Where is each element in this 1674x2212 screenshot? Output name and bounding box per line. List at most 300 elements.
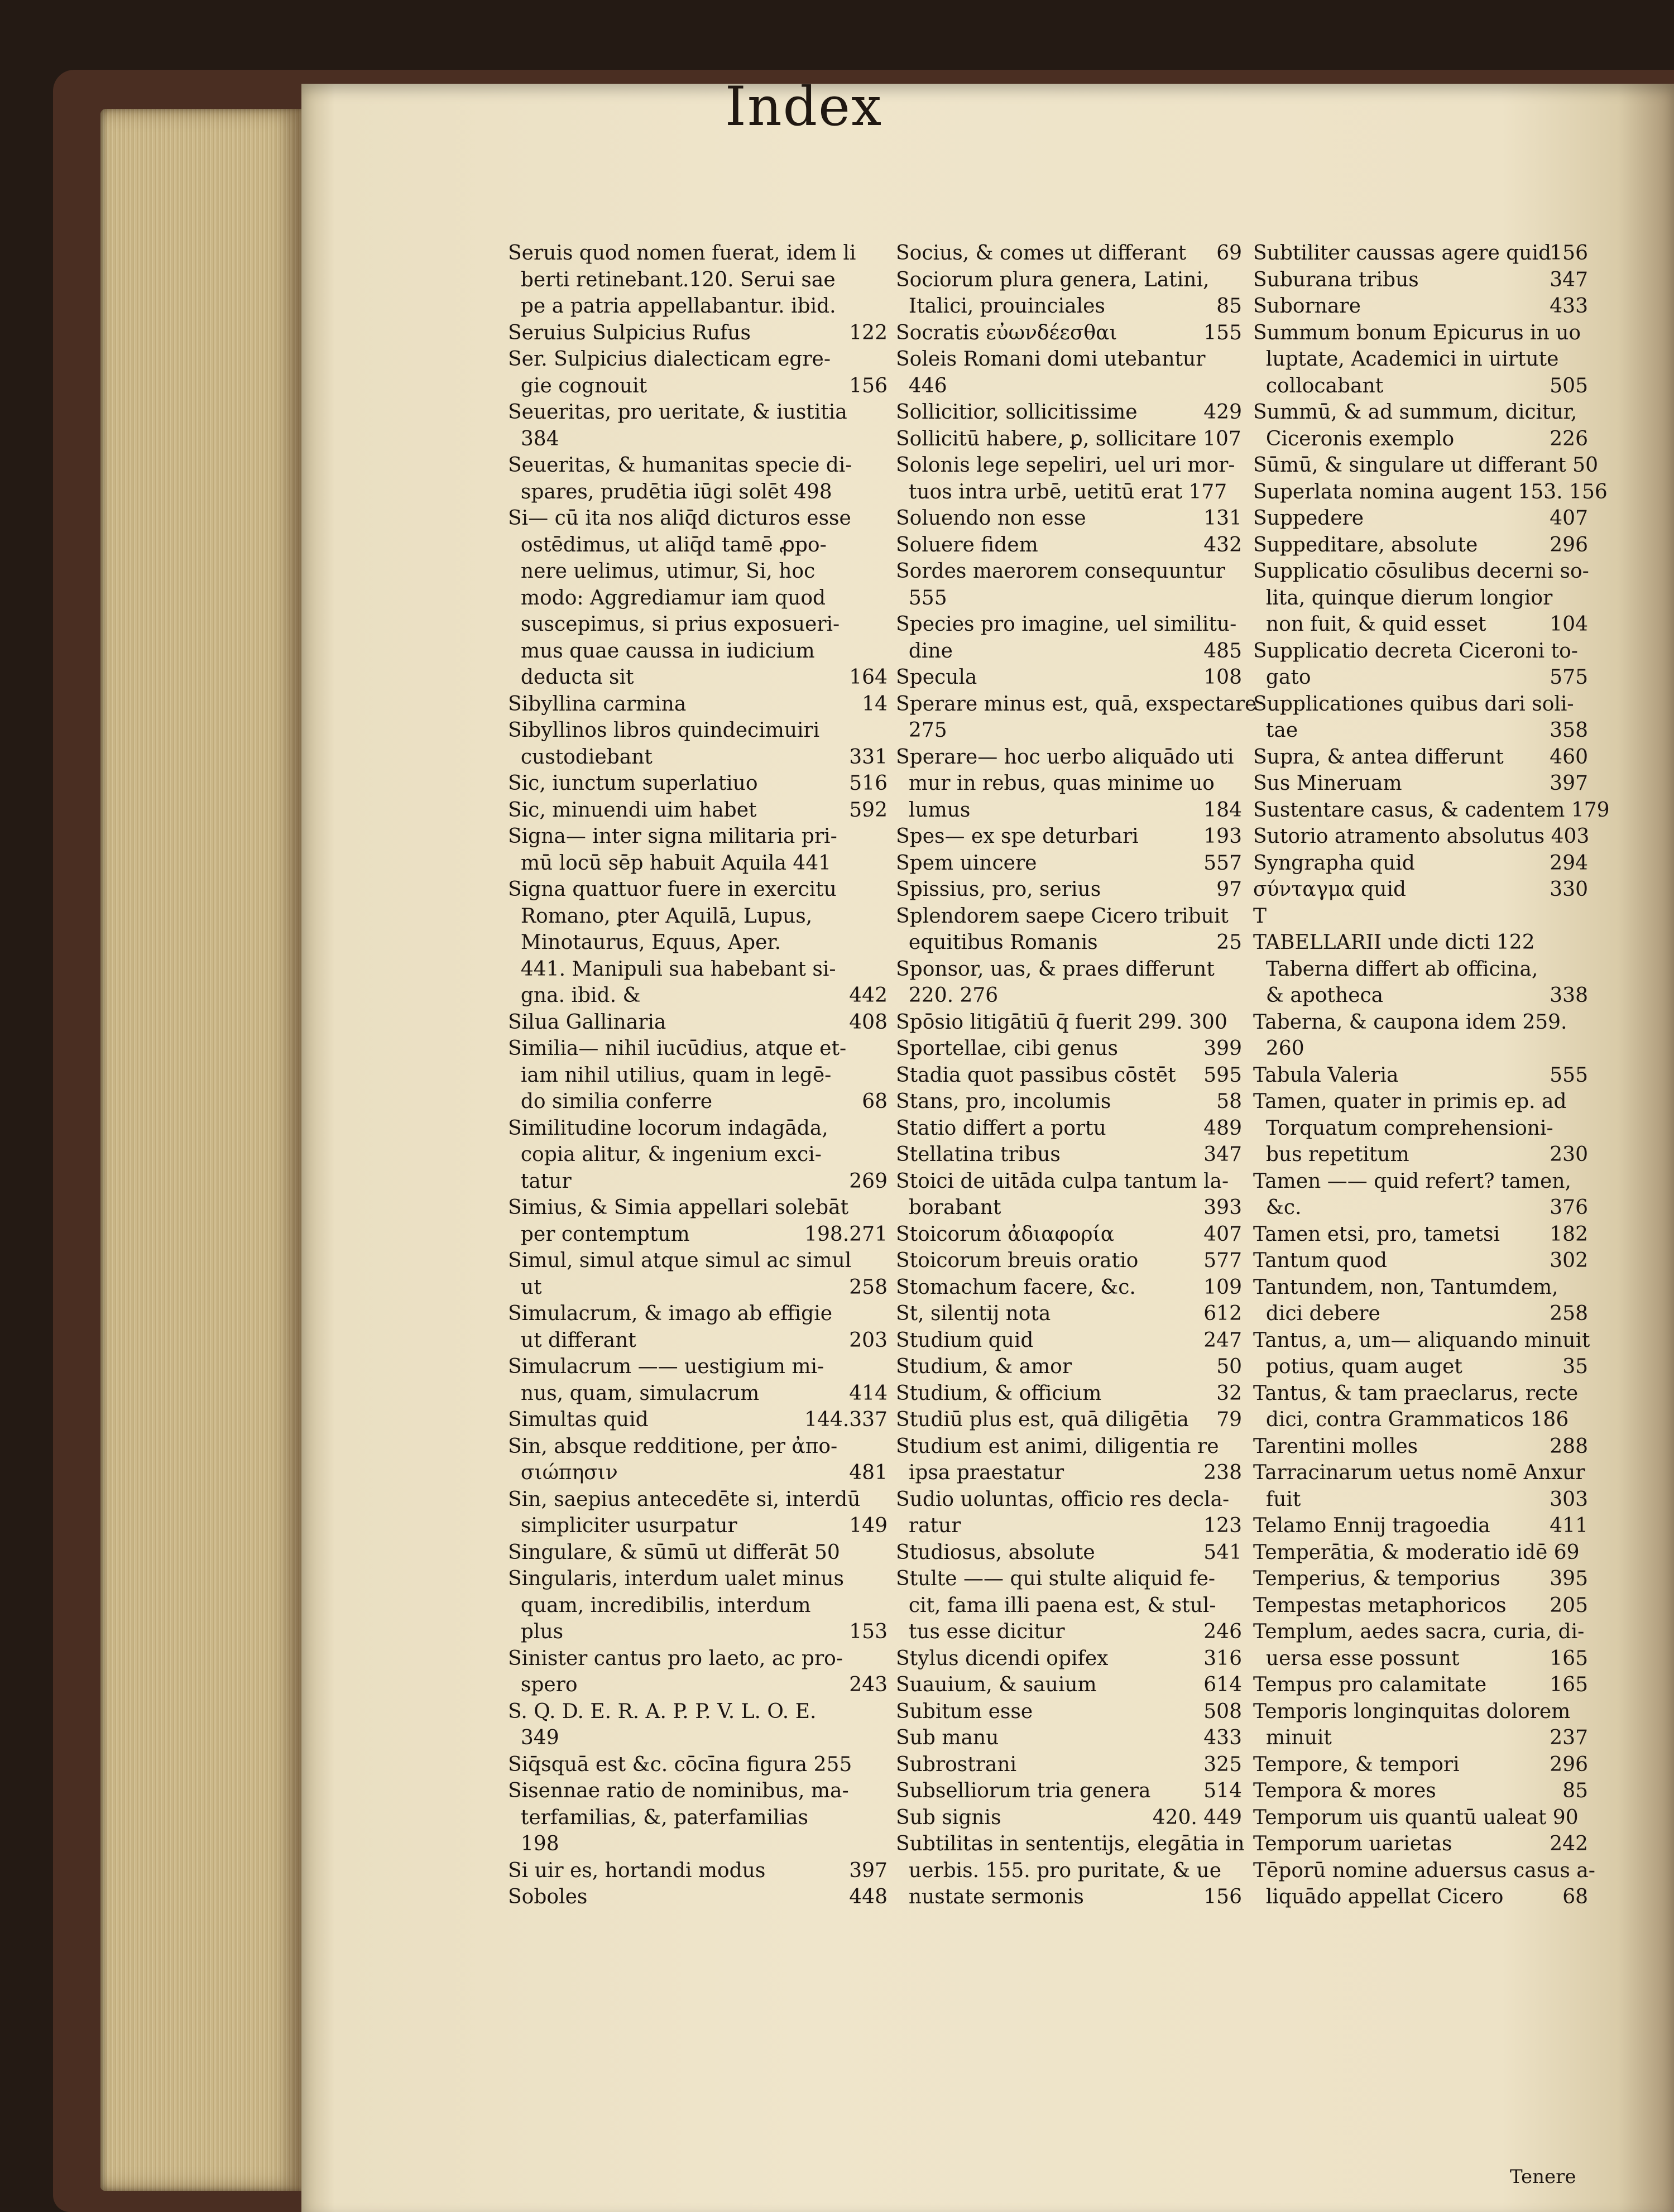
index-entry	[1253, 532, 1588, 559]
entry-page-number: 50	[1216, 1355, 1242, 1378]
entry-text: 555	[896, 586, 947, 610]
index-entry	[1253, 1168, 1588, 1195]
entry-text: ut	[508, 1275, 542, 1299]
index-entry	[896, 1380, 1242, 1407]
entry-text: Supplicatio decreta Ciceroni to-	[1253, 639, 1578, 663]
index-column-1	[508, 240, 888, 1911]
entry-text: Summum bonum Epicurus in uo	[1253, 321, 1581, 344]
entry-text: Italici, prouinciales	[896, 295, 1105, 318]
index-entry	[508, 903, 888, 930]
index-entry	[1253, 1698, 1588, 1725]
entry-text: Spes— ex spe deturbari	[896, 825, 1139, 848]
index-entry	[896, 267, 1242, 294]
index-entry	[1253, 1539, 1588, 1566]
entry-page-number: 156	[1203, 1885, 1242, 1908]
index-entry	[1253, 850, 1588, 877]
index-entry	[896, 929, 1242, 956]
entry-page-number: 555	[1550, 1063, 1588, 1087]
entry-page-number: 395	[1550, 1567, 1588, 1590]
entry-page-number: 246	[1203, 1620, 1242, 1643]
entry-page-number: 448	[849, 1885, 888, 1908]
entry-text: 441. Manipuli sua habebant si-	[508, 957, 836, 981]
index-entry	[896, 1407, 1242, 1433]
index-entry	[1253, 1009, 1588, 1036]
entry-text: Sollicitū habere, ꝑ, sollicitare 107	[896, 427, 1241, 450]
entry-page-number: 347	[1550, 268, 1588, 291]
entry-text: Tabula Valeria	[1253, 1063, 1399, 1087]
index-entry	[896, 1194, 1242, 1221]
entry-page-number: 68	[1562, 1885, 1588, 1908]
index-entry	[1253, 691, 1588, 718]
index-entry	[508, 1380, 888, 1407]
index-entry	[1253, 1752, 1588, 1778]
index-entry	[508, 1698, 888, 1725]
entry-page-number: 408	[849, 1010, 888, 1034]
entry-text: Soluendo non esse	[896, 507, 1086, 530]
entry-text: Sinister cantus pro laeto, ac pro-	[508, 1647, 843, 1670]
index-entry	[896, 1274, 1242, 1301]
entry-text: Simultas quid	[508, 1408, 649, 1431]
entry-text: Romano, ꝑter Aquilā, Lupus,	[508, 904, 813, 928]
index-entry	[896, 532, 1242, 559]
entry-text: Socratis εὐωνδέεσθαι	[896, 321, 1117, 344]
index-entry	[1253, 1247, 1588, 1274]
entry-page-number: 109	[1203, 1275, 1242, 1299]
entry-text: ratur	[896, 1514, 961, 1537]
entry-page-number: 429	[1203, 401, 1242, 424]
index-entry	[896, 1884, 1242, 1911]
entry-page-number: 165	[1550, 1673, 1588, 1696]
entry-page-number: 131	[1203, 507, 1242, 530]
index-entry	[896, 1354, 1242, 1380]
index-entry	[1253, 1672, 1588, 1698]
entry-text: Singulare, & sūmū ut differāt 50	[508, 1541, 840, 1564]
entry-text: bus repetitum	[1253, 1143, 1409, 1166]
entry-text: gna. ibid. &	[508, 984, 641, 1007]
index-entry	[896, 293, 1242, 320]
entry-text: dici debere	[1253, 1302, 1380, 1325]
entry-text: gato	[1253, 666, 1311, 689]
entry-page-number: 153	[849, 1620, 888, 1643]
entry-page-number: 258	[1550, 1302, 1588, 1325]
entry-page-number: 288	[1550, 1434, 1588, 1458]
entry-page-number: 325	[1203, 1753, 1242, 1776]
index-entry	[508, 611, 888, 638]
index-entry	[896, 1672, 1242, 1698]
entry-page-number: 575	[1550, 666, 1588, 689]
entry-text: mur in rebus, quas minime uo	[896, 772, 1215, 795]
index-entry	[896, 664, 1242, 691]
entry-text: quam, incredibilis, interdum	[508, 1594, 811, 1617]
entry-text: non fuit, & quid esset	[1253, 613, 1486, 636]
entry-page-number: 296	[1550, 533, 1588, 556]
entry-page-number: 108	[1203, 666, 1242, 689]
entry-page-number: 316	[1203, 1647, 1242, 1670]
index-entry	[1253, 1619, 1588, 1645]
entry-page-number: 330	[1550, 878, 1588, 901]
index-entry	[1253, 1805, 1588, 1831]
entry-text: ut differant	[508, 1328, 636, 1352]
entry-text: Simulacrum —— uestigium mi-	[508, 1355, 824, 1378]
entry-text: Sponsor, uas, & praes differunt	[896, 957, 1215, 981]
entry-text: Stellatina tribus	[896, 1143, 1061, 1166]
entry-text: Syngrapha quid	[1253, 851, 1415, 875]
index-entry	[896, 1035, 1242, 1062]
index-entry	[1253, 1725, 1588, 1752]
index-entry	[508, 1858, 888, 1884]
entry-page-number: 302	[1550, 1249, 1588, 1272]
entry-page-number: 420. 449	[1152, 1806, 1242, 1829]
index-entry	[896, 505, 1242, 532]
entry-text: Similia— nihil iucūdius, atque et-	[508, 1037, 847, 1060]
entry-text: Temperius, & temporius	[1253, 1567, 1500, 1590]
index-entry	[896, 1725, 1242, 1752]
entry-page-number: 237	[1550, 1726, 1588, 1749]
entry-text: Temperātia, & moderatio idē 69	[1253, 1541, 1580, 1564]
index-entry	[508, 1115, 888, 1142]
entry-page-number: 397	[1550, 772, 1588, 795]
entry-text: Tarracinarum uetus nomē Anxur	[1253, 1461, 1585, 1484]
entry-text: Tamen etsi, pro, tametsi	[1253, 1222, 1500, 1246]
entry-page-number: 433	[1550, 295, 1588, 318]
entry-text: simpliciter usurpatur	[508, 1514, 737, 1537]
index-entry	[1253, 1380, 1588, 1407]
index-entry	[1253, 585, 1588, 612]
entry-text: spares, prudētia iūgi solēt 498	[508, 480, 832, 503]
entry-text: Sub manu	[896, 1726, 999, 1749]
entry-text: luptate, Academici in uirtute	[1253, 348, 1559, 371]
entry-text: St, silentij nota	[896, 1302, 1051, 1325]
index-entry	[1253, 1645, 1588, 1672]
entry-page-number: 243	[849, 1673, 888, 1696]
index-entry	[508, 1513, 888, 1539]
entry-page-number: 541	[1203, 1541, 1242, 1564]
index-entry	[896, 1247, 1242, 1274]
entry-text: Tantus, & tam praeclarus, recte	[1253, 1381, 1579, 1405]
index-entry	[1253, 1460, 1588, 1486]
index-entry	[1253, 479, 1608, 506]
entry-text: Tempestas metaphoricos	[1253, 1594, 1507, 1617]
entry-page-number: 489	[1203, 1116, 1242, 1140]
page-edges	[100, 109, 301, 2191]
index-entry	[1253, 320, 1588, 347]
index-entry	[1253, 1884, 1588, 1911]
entry-text: 260	[1253, 1037, 1304, 1060]
entry-text: 198	[508, 1832, 559, 1855]
index-entry	[508, 717, 888, 744]
index-entry	[508, 1486, 888, 1513]
entry-text: Tamen —— quid refert? tamen,	[1253, 1169, 1571, 1193]
entry-text: copia alitur, & ingenium exci-	[508, 1143, 822, 1166]
index-entry	[896, 823, 1242, 850]
entry-text: tae	[1253, 719, 1298, 742]
index-entry	[508, 1168, 888, 1195]
entry-text: borabant	[896, 1196, 1001, 1219]
index-entry	[508, 797, 888, 824]
entry-page-number: 68	[862, 1090, 888, 1113]
entry-text: plus	[508, 1620, 564, 1643]
index-entry	[896, 1619, 1242, 1645]
index-entry	[508, 850, 888, 877]
entry-text: Torquatum comprehensioni-	[1253, 1116, 1553, 1140]
entry-page-number: 69	[1216, 242, 1242, 265]
index-entry	[896, 558, 1242, 585]
index-entry	[896, 1805, 1242, 1831]
entry-page-number: 226	[1550, 427, 1588, 450]
entry-text: liquādo appellat Cicero	[1253, 1885, 1504, 1908]
entry-page-number: 85	[1562, 1779, 1588, 1802]
index-entry	[1253, 1354, 1588, 1380]
entry-text: tuos intra urbē, uetitū erat 177	[896, 480, 1227, 503]
index-entry	[896, 1168, 1242, 1195]
index-entry	[1253, 1433, 1588, 1460]
entry-text: Siq̄squā est &c. cōcīna figura 255	[508, 1753, 852, 1776]
index-entry	[508, 1672, 888, 1698]
entry-text: Tempore, & tempori	[1253, 1753, 1460, 1776]
index-entry	[508, 1752, 888, 1778]
index-entry	[1253, 1778, 1588, 1805]
entry-text: collocabant	[1253, 374, 1384, 397]
index-entry	[896, 1831, 1245, 1858]
index-entry	[508, 1566, 888, 1592]
entry-text: Si uir es, hortandi modus	[508, 1859, 766, 1882]
index-entry	[896, 1566, 1242, 1592]
index-entry	[508, 1088, 888, 1115]
index-entry	[1253, 452, 1598, 479]
index-entry	[508, 267, 888, 294]
index-entry	[508, 1301, 888, 1327]
entry-page-number: 184	[1203, 798, 1242, 822]
index-entry	[508, 1433, 888, 1460]
entry-page-number: 230	[1550, 1143, 1588, 1166]
entry-text: Tempus pro calamitate	[1253, 1673, 1487, 1696]
index-entry	[508, 240, 888, 267]
entry-text: 220. 276	[896, 984, 999, 1007]
index-entry	[896, 956, 1242, 983]
index-column-3	[1253, 240, 1610, 1911]
entry-text: ipsa praestatur	[896, 1461, 1064, 1484]
entry-page-number: 144.337	[804, 1408, 888, 1431]
entry-text: Splendorem saepe Cicero tribuit	[896, 904, 1229, 928]
entry-text: pe a patria appellabantur. ibid.	[508, 295, 836, 318]
entry-text: lumus	[896, 798, 971, 822]
index-entry	[508, 558, 888, 585]
index-entry	[896, 1433, 1242, 1460]
entry-page-number: 182	[1550, 1222, 1588, 1246]
index-entry	[896, 1513, 1242, 1539]
entry-text: Studium, & amor	[896, 1355, 1072, 1378]
entry-text: potius, quam auget	[1253, 1355, 1462, 1378]
entry-text: Tamen, quater in primis ep. ad	[1253, 1090, 1567, 1113]
index-entry	[896, 1752, 1242, 1778]
entry-text: gie cognouit	[508, 374, 647, 397]
entry-text: mū locū sēp habuit Aquila 441	[508, 851, 832, 875]
entry-page-number: 393	[1203, 1196, 1242, 1219]
index-entry	[896, 903, 1242, 930]
index-entry	[508, 1009, 888, 1036]
entry-text: Sin, saepius antecedēte si, interdū	[508, 1488, 861, 1511]
entry-page-number: 25	[1216, 931, 1242, 954]
entry-page-number: 338	[1550, 984, 1588, 1007]
index-entry	[896, 320, 1242, 347]
index-entry	[508, 823, 888, 850]
entry-text: ostēdimus, ut aliq̄d tamē ꝓpo-	[508, 533, 827, 556]
entry-text: Sutorio atramento absolutus 403	[1253, 825, 1590, 848]
index-entry	[508, 876, 888, 903]
entry-text: Solonis lege sepeliri, uel uri mor-	[896, 454, 1235, 477]
entry-text: Studiosus, absolute	[896, 1541, 1095, 1564]
index-entry	[508, 638, 888, 665]
entry-text: Simul, simul atque simul ac simul	[508, 1249, 852, 1272]
index-entry	[1253, 1141, 1588, 1168]
index-entry	[508, 744, 888, 771]
entry-text: Studium est animi, diligentia re	[896, 1434, 1219, 1458]
index-entry	[1253, 1035, 1588, 1062]
index-entry	[1253, 638, 1588, 665]
index-entry	[896, 1141, 1242, 1168]
entry-page-number: 411	[1550, 1514, 1588, 1537]
index-entry	[896, 717, 1242, 744]
index-entry	[896, 1301, 1242, 1327]
entry-page-number: 414	[849, 1381, 888, 1405]
entry-page-number: 399	[1203, 1037, 1242, 1060]
entry-text: Statio differt a portu	[896, 1116, 1106, 1140]
entry-text: Sus Mineruam	[1253, 772, 1402, 795]
entry-page-number: 242	[1550, 1832, 1588, 1855]
entry-page-number: 269	[849, 1169, 888, 1193]
index-entry	[896, 744, 1242, 771]
entry-page-number: 485	[1203, 639, 1242, 663]
entry-page-number: 460	[1550, 745, 1588, 769]
index-entry	[1253, 1407, 1588, 1433]
index-entry	[508, 426, 888, 453]
index-entry	[1253, 1566, 1588, 1592]
index-entry	[1253, 770, 1588, 797]
index-entry	[508, 1645, 888, 1672]
entry-page-number: 156	[849, 374, 888, 397]
index-entry	[508, 929, 888, 956]
entry-text: Similitudine locorum indagāda,	[508, 1116, 828, 1140]
index-entry	[508, 505, 888, 532]
index-entry	[508, 1725, 888, 1752]
index-entry	[896, 876, 1242, 903]
entry-text: Studiū plus est, quā diligētia	[896, 1408, 1189, 1431]
entry-page-number: 397	[849, 1859, 888, 1882]
page-title: Index	[725, 75, 883, 138]
index-entry	[896, 1539, 1242, 1566]
index-entry	[1253, 346, 1588, 373]
entry-text: dici, contra Grammaticos 186	[1253, 1408, 1569, 1431]
index-entry	[508, 399, 888, 426]
entry-page-number: 149	[849, 1514, 888, 1537]
entry-text: Stylus dicendi opifex	[896, 1647, 1109, 1670]
entry-text: nere uelimus, utimur, Si, hoc	[508, 560, 816, 583]
index-entry	[1253, 399, 1588, 426]
entry-text: Suppedere	[1253, 507, 1364, 530]
entry-page-number: 592	[849, 798, 888, 822]
index-entry	[1253, 744, 1588, 771]
entry-text: Stoicorum breuis oratio	[896, 1249, 1139, 1272]
index-entry	[508, 1619, 888, 1645]
entry-text: Subselliorum tria genera	[896, 1779, 1151, 1802]
entry-text: Sisennae ratio de nominibus, ma-	[508, 1779, 849, 1802]
entry-text: Tarentini molles	[1253, 1434, 1418, 1458]
entry-text: 275	[896, 719, 947, 742]
entry-text: & apotheca	[1253, 984, 1384, 1007]
entry-page-number: 247	[1203, 1328, 1242, 1352]
entry-page-number: 97	[1216, 878, 1242, 901]
index-entry	[1253, 1858, 1595, 1884]
index-entry	[1253, 982, 1588, 1009]
index-entry	[508, 373, 888, 400]
catchword: Tenere	[1510, 2166, 1576, 2188]
entry-text: Supplicationes quibus dari soli-	[1253, 692, 1574, 716]
entry-text: Sollicitior, sollicitissime	[896, 401, 1138, 424]
index-entry	[896, 850, 1242, 877]
entry-text: deducta sit	[508, 666, 634, 689]
entry-page-number: 122	[849, 321, 888, 344]
entry-text: S. Q. D. E. R. A. P. P. V. L. O. E.	[508, 1700, 817, 1723]
entry-text: Stadia quot passibus cōstēt	[896, 1063, 1176, 1087]
index-entry	[896, 1327, 1242, 1354]
index-entry	[508, 1539, 888, 1566]
entry-text: Sibyllinos libros quindecimuiri	[508, 719, 820, 742]
entry-text: cit, fama illi paena est, & stul-	[896, 1594, 1216, 1617]
index-entry	[508, 1327, 888, 1354]
entry-text: Seueritas, pro ueritate, & iustitia	[508, 401, 847, 424]
entry-text: modo: Aggrediamur iam quod	[508, 586, 826, 610]
entry-text: Minotaurus, Equus, Aper.	[508, 931, 781, 954]
index-entry	[508, 320, 888, 347]
index-entry	[896, 797, 1242, 824]
entry-page-number: 508	[1203, 1700, 1242, 1723]
entry-page-number: 303	[1550, 1488, 1588, 1511]
index-entry	[896, 1062, 1242, 1089]
index-entry	[508, 1194, 888, 1221]
entry-text: Sordes maerorem consequuntur	[896, 560, 1225, 583]
entry-text: Si— cū ita nos aliq̄d dicturos esse	[508, 507, 851, 530]
index-entry	[896, 1088, 1242, 1115]
index-entry	[1253, 929, 1588, 956]
entry-text: mus quae caussa in iudicium	[508, 639, 815, 663]
index-entry	[896, 585, 1242, 612]
entry-page-number: 432	[1203, 533, 1242, 556]
entry-page-number: 331	[849, 745, 888, 769]
index-entry	[508, 1035, 888, 1062]
entry-text: Simulacrum, & imago ab effigie	[508, 1302, 833, 1325]
index-entry	[1253, 1088, 1588, 1115]
entry-page-number: 156	[1550, 242, 1588, 265]
index-entry	[896, 982, 1242, 1009]
index-entry	[896, 1115, 1242, 1142]
entry-text: Sūmū, & singulare ut differant 50	[1253, 454, 1598, 477]
entry-text: Telamo Ennij tragoedia	[1253, 1514, 1490, 1537]
index-entry	[1253, 1062, 1588, 1089]
entry-text: Temporum uarietas	[1253, 1832, 1452, 1855]
entry-text: Stomachum facere, &c.	[896, 1275, 1136, 1299]
entry-page-number: 557	[1203, 851, 1242, 875]
index-entry	[508, 770, 888, 797]
entry-text: Tantundem, non, Tantumdem,	[1253, 1275, 1558, 1299]
entry-text: Spōsio litigātiū q̄ fuerit 299. 300	[896, 1010, 1227, 1034]
entry-text: Sibyllina carmina	[508, 692, 687, 716]
index-entry	[896, 1778, 1242, 1805]
entry-text: Seueritas, & humanitas specie di-	[508, 454, 852, 477]
entry-text: TABELLARII unde dicti 122	[1253, 931, 1535, 954]
entry-text: Seruis quod nomen fuerat, idem li	[508, 242, 856, 265]
entry-text: Sperare minus est, quā, exspectare	[896, 692, 1257, 716]
entry-text: lita, quinque dierum longior	[1253, 586, 1553, 610]
